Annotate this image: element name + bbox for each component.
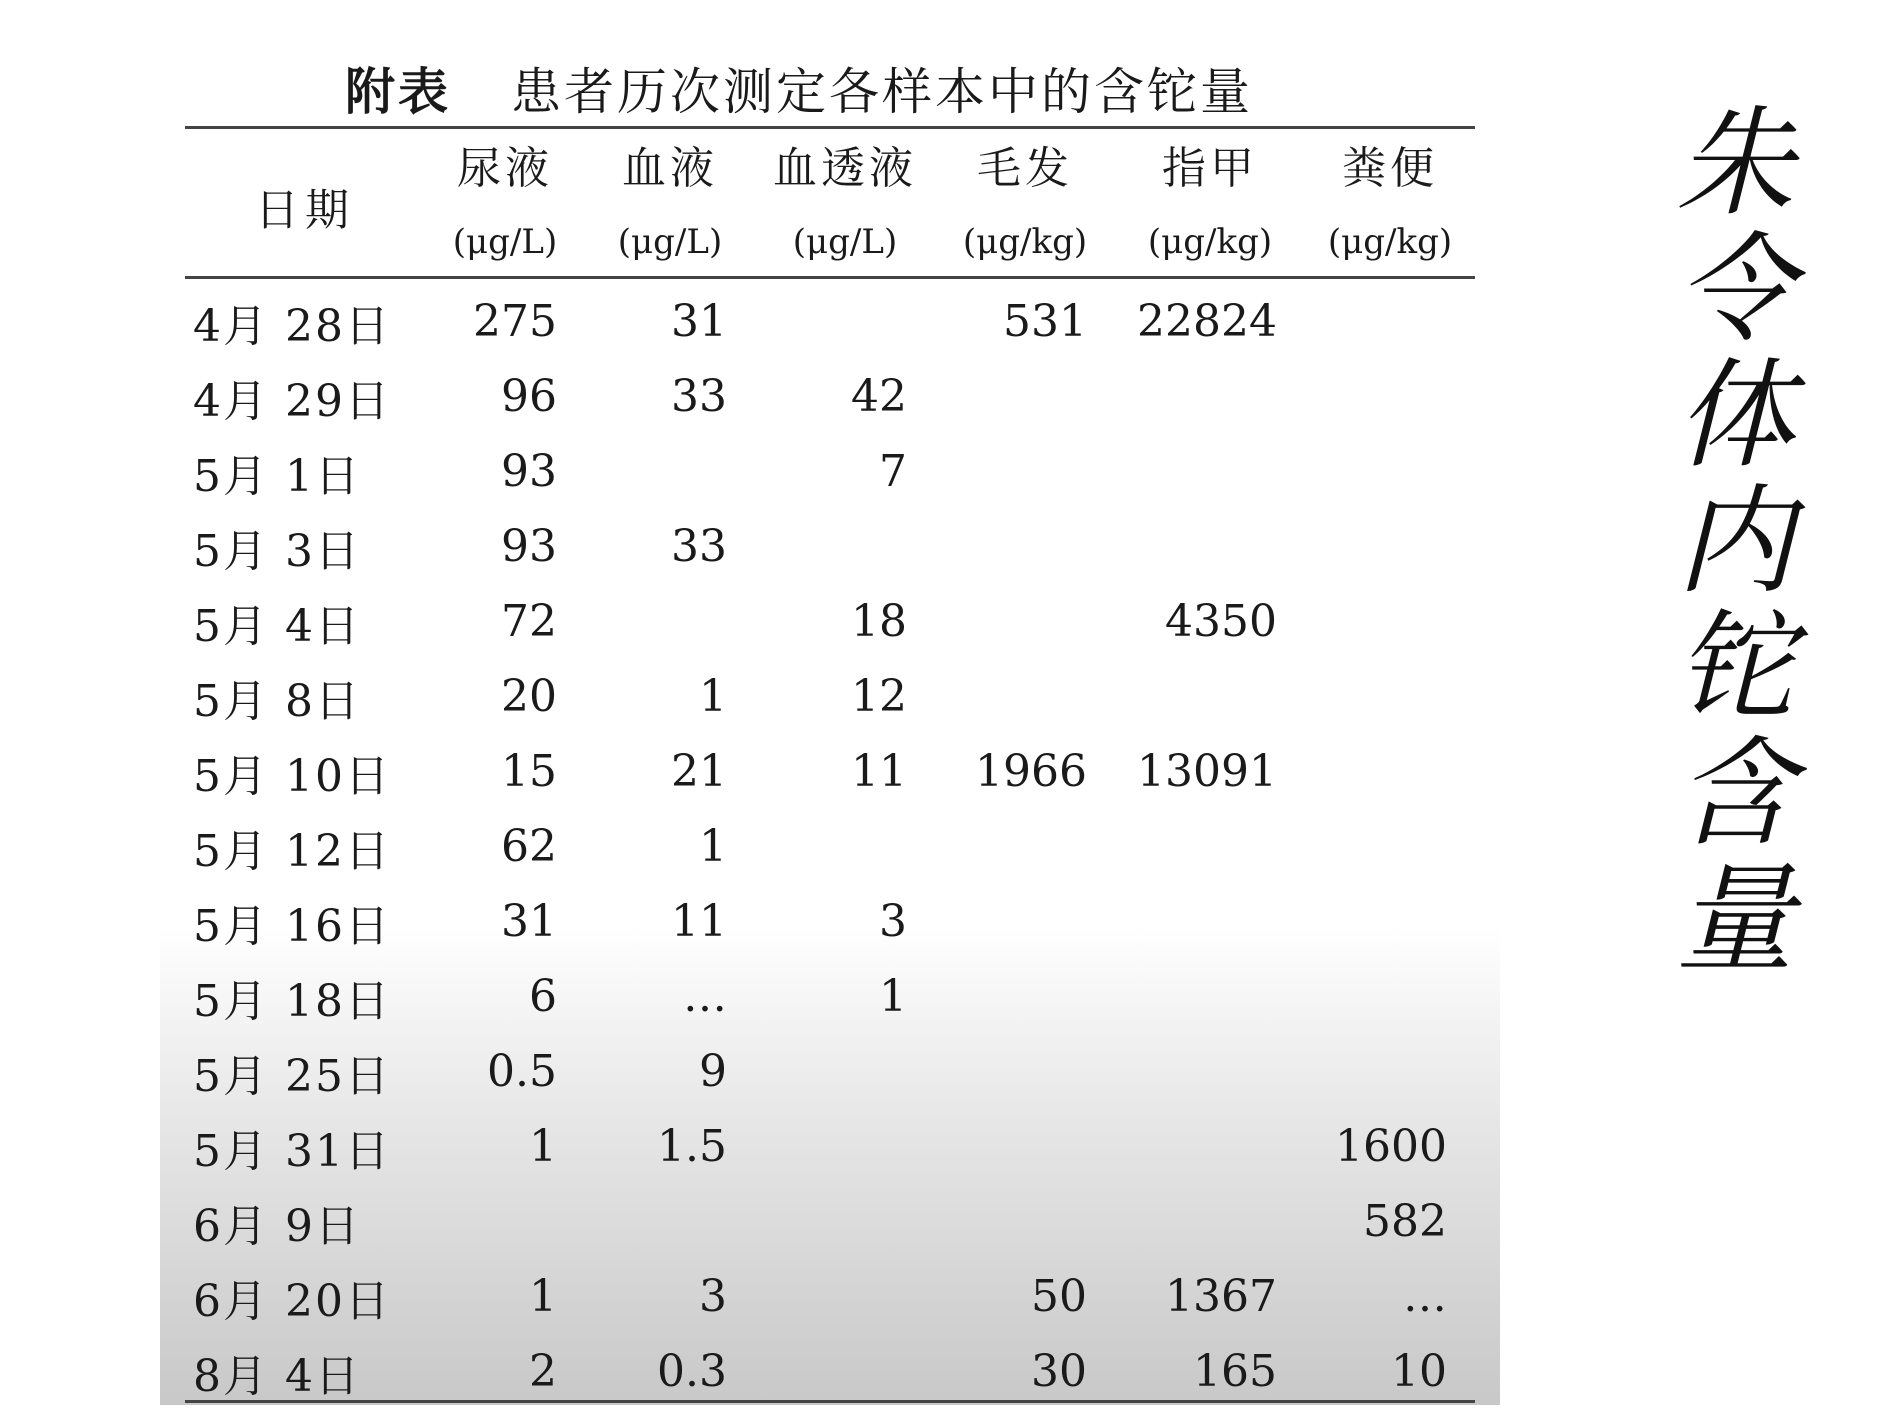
cell-feces: 582 xyxy=(1363,1196,1447,1247)
cell-urine: 1 xyxy=(529,1121,557,1172)
header-nail: 指甲 xyxy=(1162,143,1258,194)
cell-hair: 30 xyxy=(1031,1346,1087,1397)
cell-urine: 72 xyxy=(501,596,557,647)
cell-date: 5月 16日 xyxy=(193,900,391,952)
cell-date: 5月 18日 xyxy=(193,975,391,1027)
cell-feces xyxy=(1305,359,1475,434)
cell-nail xyxy=(1115,959,1305,1034)
cell-dialysate xyxy=(755,509,935,584)
cell-nail: 165 xyxy=(1193,1346,1277,1397)
table-row xyxy=(185,1184,1475,1259)
cell-feces xyxy=(1305,1034,1475,1109)
cell-dialysate xyxy=(755,1034,935,1109)
cell-dialysate xyxy=(755,809,935,884)
cell-hair xyxy=(935,809,1115,884)
cell-urine: 93 xyxy=(501,521,557,572)
cell-nail xyxy=(1115,1109,1305,1184)
cell-nail: 4350 xyxy=(1165,596,1277,647)
cell-hair: 531 xyxy=(1003,296,1087,347)
cell-urine: 96 xyxy=(501,371,557,422)
cell-urine: 93 xyxy=(501,446,557,497)
cell-hair xyxy=(935,584,1115,659)
cell-hair xyxy=(935,1034,1115,1109)
table-row xyxy=(185,359,1475,434)
side-title-char: 量 xyxy=(1675,850,1794,988)
cell-dialysate: 7 xyxy=(879,446,907,497)
cell-hair: 1966 xyxy=(975,746,1087,797)
cell-urine xyxy=(425,1184,585,1259)
cell-feces xyxy=(1305,434,1475,509)
cell-feces: 10 xyxy=(1391,1346,1447,1397)
title-prefix: 附表 xyxy=(345,62,451,121)
header-dialysate: 血透液 xyxy=(773,143,917,194)
cell-dialysate: 11 xyxy=(851,746,907,797)
table-row xyxy=(185,1109,1475,1184)
cell-feces xyxy=(1305,659,1475,734)
cell-hair xyxy=(935,884,1115,959)
unit-dialysate: (μg/L) xyxy=(792,222,898,262)
cell-date: 5月 25日 xyxy=(193,1050,391,1102)
cell-hair: 50 xyxy=(1031,1271,1087,1322)
cell-urine: 6 xyxy=(529,971,557,1022)
cell-date: 5月 3日 xyxy=(193,525,361,577)
cell-hair xyxy=(935,434,1115,509)
cell-blood: 21 xyxy=(671,746,727,797)
unit-feces: (μg/kg) xyxy=(1327,222,1453,262)
cell-date: 8月 4日 xyxy=(193,1350,361,1402)
cell-nail xyxy=(1115,884,1305,959)
cell-nail xyxy=(1115,1184,1305,1259)
side-handwritten-title xyxy=(1665,94,1805,988)
cell-dialysate xyxy=(755,1259,935,1334)
cell-date: 5月 10日 xyxy=(193,750,391,802)
cell-date: 6月 9日 xyxy=(193,1200,361,1252)
cell-nail xyxy=(1115,359,1305,434)
cell-dialysate: 3 xyxy=(879,896,907,947)
cell-feces: … xyxy=(1403,1271,1447,1322)
cell-blood: 3 xyxy=(699,1271,727,1322)
table-row xyxy=(185,509,1475,584)
header-hair: 毛发 xyxy=(977,143,1073,194)
cell-hair xyxy=(935,959,1115,1034)
cell-urine: 2 xyxy=(529,1346,557,1397)
side-title-char: 铊 xyxy=(1675,598,1794,736)
cell-date: 5月 12日 xyxy=(193,825,391,877)
cell-feces xyxy=(1305,959,1475,1034)
side-title-char: 含 xyxy=(1675,724,1794,862)
cell-nail xyxy=(1115,434,1305,509)
cell-nail: 13091 xyxy=(1137,746,1277,797)
table-row xyxy=(185,959,1475,1034)
cell-blood: 9 xyxy=(699,1046,727,1097)
table-row xyxy=(185,884,1475,959)
side-title-char: 内 xyxy=(1675,472,1794,610)
cell-urine: 31 xyxy=(501,896,557,947)
cell-dialysate xyxy=(755,284,935,359)
cell-feces xyxy=(1305,734,1475,809)
table-row xyxy=(185,1334,1475,1409)
cell-feces xyxy=(1305,584,1475,659)
header-blood: 血液 xyxy=(622,143,718,194)
cell-date: 5月 31日 xyxy=(193,1125,391,1177)
cell-date: 4月 29日 xyxy=(193,375,391,427)
cell-blood xyxy=(585,1184,755,1259)
cell-dialysate: 18 xyxy=(851,596,907,647)
table-row xyxy=(185,434,1475,509)
cell-blood: 1 xyxy=(699,821,727,872)
cell-date: 5月 1日 xyxy=(193,450,361,502)
cell-hair xyxy=(935,359,1115,434)
header-date: 日期 xyxy=(255,185,355,236)
cell-feces xyxy=(1305,809,1475,884)
cell-blood: 0.3 xyxy=(657,1346,727,1397)
cell-urine: 20 xyxy=(501,671,557,722)
table-row xyxy=(185,809,1475,884)
cell-nail: 1367 xyxy=(1165,1271,1277,1322)
side-title-char: 体 xyxy=(1675,346,1794,484)
cell-dialysate: 12 xyxy=(851,671,907,722)
cell-urine: 15 xyxy=(501,746,557,797)
cell-dialysate: 1 xyxy=(879,971,907,1022)
side-title-char: 令 xyxy=(1675,220,1794,358)
cell-feces xyxy=(1305,509,1475,584)
cell-urine: 0.5 xyxy=(487,1046,557,1097)
unit-hair: (μg/kg) xyxy=(962,222,1088,262)
cell-blood: 33 xyxy=(671,371,727,422)
cell-feces xyxy=(1305,284,1475,359)
cell-blood: 31 xyxy=(671,296,727,347)
table-row xyxy=(185,1034,1475,1109)
data-table xyxy=(185,128,1475,1409)
cell-nail xyxy=(1115,1034,1305,1109)
cell-date: 5月 4日 xyxy=(193,600,361,652)
cell-blood: 1.5 xyxy=(657,1121,727,1172)
cell-date: 6月 20日 xyxy=(193,1275,391,1327)
cell-urine: 62 xyxy=(501,821,557,872)
cell-nail xyxy=(1115,659,1305,734)
table-row xyxy=(185,284,1475,359)
cell-hair xyxy=(935,1109,1115,1184)
table-title xyxy=(345,52,1253,124)
cell-urine: 275 xyxy=(473,296,557,347)
cell-feces: 1600 xyxy=(1335,1121,1447,1172)
cell-dialysate: 42 xyxy=(851,371,907,422)
cell-date: 4月 28日 xyxy=(193,300,391,352)
cell-dialysate xyxy=(755,1109,935,1184)
cell-blood xyxy=(585,434,755,509)
unit-urine: (μg/L) xyxy=(452,222,558,262)
cell-hair xyxy=(935,1184,1115,1259)
cell-dialysate xyxy=(755,1334,935,1409)
cell-nail xyxy=(1115,509,1305,584)
table-row xyxy=(185,659,1475,734)
table-row xyxy=(185,1259,1475,1334)
cell-date: 5月 8日 xyxy=(193,675,361,727)
table-body xyxy=(185,284,1475,1409)
cell-hair xyxy=(935,509,1115,584)
title-text: 患者历次测定各样本中的含铊量 xyxy=(511,63,1253,121)
cell-feces xyxy=(1305,884,1475,959)
cell-blood: … xyxy=(683,971,727,1022)
unit-nail: (μg/kg) xyxy=(1147,222,1273,262)
table-row xyxy=(185,734,1475,809)
cell-nail: 22824 xyxy=(1137,296,1277,347)
cell-blood: 33 xyxy=(671,521,727,572)
cell-blood: 11 xyxy=(671,896,727,947)
header-names-row xyxy=(185,128,1475,200)
cell-blood: 1 xyxy=(699,671,727,722)
cell-urine: 1 xyxy=(529,1271,557,1322)
cell-hair xyxy=(935,659,1115,734)
table-row xyxy=(185,584,1475,659)
cell-dialysate xyxy=(755,1184,935,1259)
side-title-char: 朱 xyxy=(1675,94,1794,232)
header-feces: 粪便 xyxy=(1342,143,1438,194)
cell-blood xyxy=(585,584,755,659)
cell-nail xyxy=(1115,809,1305,884)
header-urine: 尿液 xyxy=(457,143,553,194)
unit-blood: (μg/L) xyxy=(617,222,723,262)
